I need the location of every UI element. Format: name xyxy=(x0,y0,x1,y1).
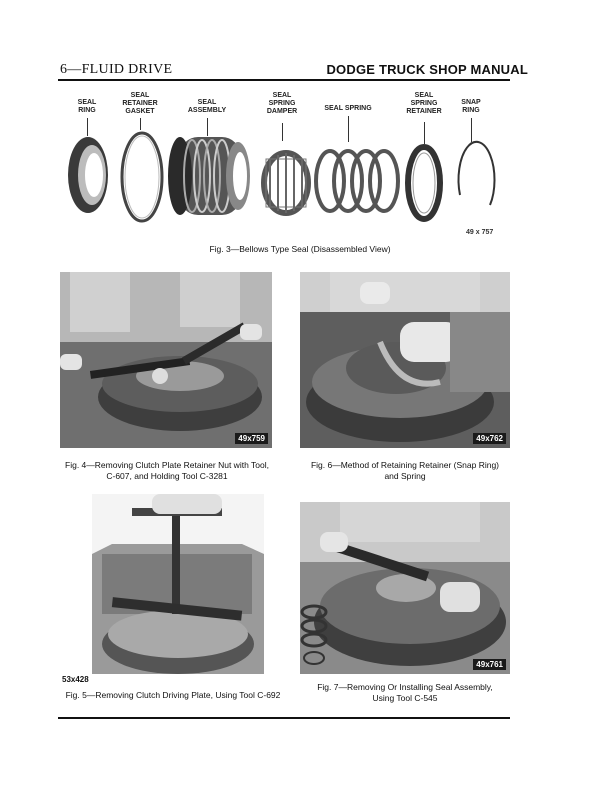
fig6-caption-line2: and Spring xyxy=(384,471,426,481)
fig4-photo xyxy=(60,272,272,448)
fig6-tag: 49x762 xyxy=(473,433,506,444)
seal-ring-part xyxy=(68,137,108,213)
part-label-seal-retainer-gasket: SEAL RETAINER GASKET xyxy=(122,92,158,115)
part-label-seal-assembly: SEAL ASSEMBLY xyxy=(187,99,227,114)
fig6-photo xyxy=(300,272,510,448)
seal-spring-part xyxy=(316,151,398,211)
part-label-snap-ring: SNAP RING xyxy=(461,99,481,114)
section-title: 6—FLUID DRIVE xyxy=(60,62,173,77)
part-label-seal-spring-damper: SEAL SPRING DAMPER xyxy=(266,92,298,115)
fig7-photo xyxy=(300,502,510,674)
fig4-tag: 49x759 xyxy=(235,433,268,444)
fig3-caption: Fig. 3—Bellows Type Seal (Disassembled View) xyxy=(209,244,391,254)
fig7-caption-line2: Using Tool C-545 xyxy=(372,693,438,703)
spring-retainer-part xyxy=(408,147,440,219)
footer-rule xyxy=(58,717,510,719)
fig6-caption-line1: Fig. 6—Method of Retaining Retainer (Snap Ring) xyxy=(310,460,500,470)
fig5-caption: Fig. 5—Removing Clutch Driving Plate, Using Tool C-692 xyxy=(65,690,281,700)
fig7-caption-line1: Fig. 7—Removing Or Installing Seal Assembly, xyxy=(317,682,493,692)
spring-damper-part xyxy=(264,153,308,213)
part-label-seal-ring: SEAL RING xyxy=(77,99,97,114)
gasket-part xyxy=(122,133,162,221)
seal-assembly-part xyxy=(168,137,250,215)
fig4-caption-line1: Fig. 4—Removing Clutch Plate Retainer Nut with Tool, xyxy=(65,460,269,470)
fig7-caption xyxy=(300,682,510,704)
manual-title: DODGE TRUCK SHOP MANUAL xyxy=(326,62,528,77)
fig5-photo xyxy=(92,494,264,674)
fig6-caption xyxy=(300,460,510,482)
fig4-caption-line2: C-607, and Holding Tool C-3281 xyxy=(106,471,228,481)
fig4-caption xyxy=(58,460,276,482)
part-label-seal-spring-retainer: SEAL SPRING RETAINER xyxy=(406,92,442,115)
header-rule xyxy=(58,79,510,81)
part-label-seal-spring: SEAL SPRING xyxy=(324,105,372,112)
fig3-code: 49 x 757 xyxy=(466,229,494,236)
fig3-parts-illustration xyxy=(60,125,510,230)
fig7-tag: 49x761 xyxy=(473,659,506,670)
fig5-tag-outside: 53x428 xyxy=(62,675,89,684)
snap-ring-part xyxy=(459,142,495,205)
